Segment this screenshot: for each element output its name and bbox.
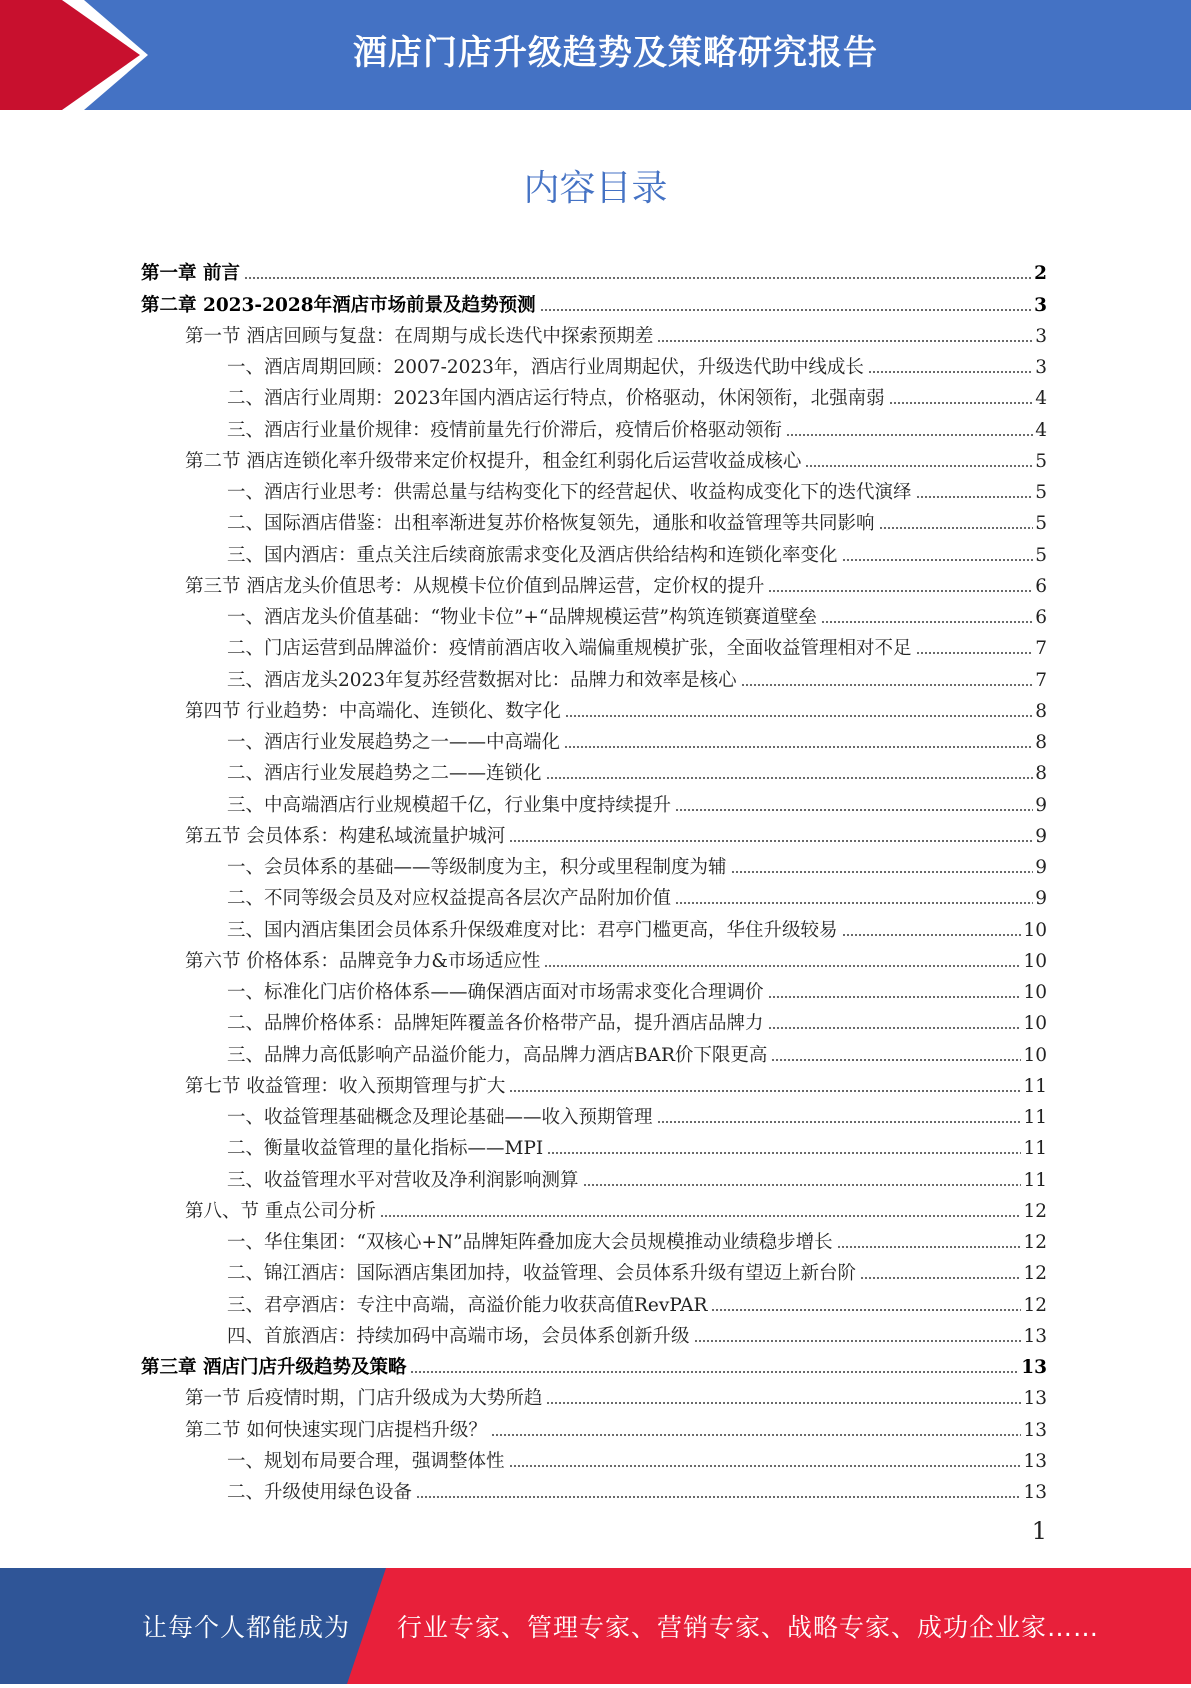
toc-entry[interactable] [141, 598, 1047, 629]
toc-leader-dots [544, 964, 1021, 968]
toc-entry[interactable] [141, 410, 1047, 441]
toc-leader-dots [842, 558, 1034, 562]
toc-leader-dots [509, 1464, 1022, 1468]
toc-entry[interactable] [141, 348, 1047, 379]
toc-leader-dots [768, 589, 1033, 593]
toc-entry[interactable] [141, 910, 1047, 941]
toc-entry-page: 11 [1023, 1107, 1047, 1128]
toc-entry[interactable] [141, 1192, 1047, 1223]
header-banner [0, 0, 1191, 110]
toc-entry[interactable] [141, 473, 1047, 504]
toc-leader-dots [509, 1089, 1021, 1093]
toc-leader-dots [868, 370, 1033, 374]
toc-leader-dots [837, 1245, 1022, 1249]
toc-entry-title: 一、酒店龙头价值基础：“物业卡位”+“品牌规模运营”构筑连锁赛道壁垒 [227, 607, 817, 628]
toc-entry-title: 一、标准化门店价格体系——确保酒店面对市场需求变化合理调价 [227, 982, 764, 1003]
toc-entry[interactable] [141, 1410, 1047, 1441]
toc-entry-title: 一、酒店行业思考：供需总量与结构变化下的经营起伏、收益构成变化下的迭代演绎 [227, 482, 912, 503]
toc-entry[interactable] [141, 1129, 1047, 1160]
toc-entry-page: 3 [1034, 294, 1047, 316]
toc-entry-title: 四、首旅酒店：持续加码中高端市场，会员体系创新升级 [227, 1325, 690, 1347]
toc-entry[interactable] [141, 379, 1047, 410]
toc-entry[interactable] [141, 1067, 1047, 1098]
toc-entry-title: 第三节 酒店龙头价值思考：从规模卡位价值到品牌运营，定价权的提升 [185, 575, 765, 597]
toc-entry-title: 三、中高端酒店行业规模超千亿，行业集中度持续提升 [227, 794, 672, 816]
toc-entry-page: 13 [1023, 1388, 1047, 1410]
toc-leader-dots [860, 1276, 1021, 1280]
toc-entry-title: 第一节 酒店回顾与复盘：在周期与成长迭代中探索预期差 [185, 325, 654, 347]
toc-entry[interactable] [141, 317, 1047, 348]
table-of-contents [141, 254, 1047, 1504]
toc-entry[interactable] [141, 723, 1047, 754]
toc-entry-page: 13 [1023, 1450, 1047, 1472]
toc-entry-page: 11 [1023, 1169, 1047, 1191]
toc-entry-page: 5 [1035, 544, 1047, 566]
toc-entry-page: 12 [1023, 1200, 1047, 1222]
toc-entry-title: 第六节 价格体系：品牌竞争力&市场适应性 [185, 950, 541, 972]
footer-slogan-right: 行业专家、管理专家、营销专家、战略专家、成功企业家…… [397, 1613, 1100, 1642]
toc-entry[interactable] [141, 535, 1047, 566]
toc-entry[interactable] [141, 973, 1047, 1004]
toc-entry[interactable] [141, 504, 1047, 535]
toc-entry-title: 一、规划布局要合理，强调整体性 [227, 1450, 505, 1472]
toc-entry-page: 10 [1023, 950, 1047, 972]
toc-entry-page: 5 [1035, 513, 1047, 535]
toc-entry-title: 二、国际酒店借鉴：出租率渐进复苏价格恢复领先，通胀和收益管理等共同影响 [227, 513, 875, 535]
toc-entry[interactable] [141, 1098, 1047, 1129]
toc-entry[interactable] [141, 1254, 1047, 1285]
toc-entry-page: 7 [1035, 638, 1047, 660]
toc-entry-title: 三、国内酒店：重点关注后续商旅需求变化及酒店供给结构和连锁化率变化 [227, 544, 838, 566]
toc-entry[interactable] [141, 442, 1047, 473]
toc-entry-page: 11 [1023, 1138, 1047, 1160]
toc-leader-dots [244, 276, 1032, 280]
toc-entry-title: 二、酒店行业周期：2023年国内酒店运行特点，价格驱动，休闲领衔，北强南弱 [227, 388, 885, 410]
toc-leader-dots [410, 1370, 1019, 1374]
toc-leader-dots [564, 745, 1033, 749]
toc-leader-dots [694, 1339, 1022, 1343]
toc-leader-dots [805, 464, 1033, 468]
toc-entry[interactable] [141, 1035, 1047, 1066]
toc-entry-page: 4 [1035, 419, 1047, 441]
toc-leader-dots [741, 683, 1034, 687]
toc-entry-page: 10 [1023, 1013, 1047, 1035]
toc-leader-dots [416, 1495, 1021, 1499]
toc-entry[interactable] [141, 848, 1047, 879]
toc-heading: 内容目录 [523, 168, 668, 209]
toc-entry-page: 12 [1023, 1232, 1047, 1253]
toc-entry-title: 一、华住集团：“双核心+N”品牌矩阵叠加庞大会员规模推动业绩稳步增长 [227, 1232, 833, 1253]
toc-leader-dots [786, 433, 1033, 437]
toc-entry-page: 3 [1035, 325, 1047, 347]
toc-entry-title: 二、不同等级会员及对应权益提高各层次产品附加价值 [227, 888, 672, 910]
toc-entry-page: 10 [1023, 1044, 1047, 1066]
toc-entry-page: 9 [1035, 794, 1047, 816]
toc-entry[interactable] [141, 1317, 1047, 1348]
toc-entry-page: 6 [1035, 575, 1047, 597]
toc-entry[interactable] [141, 817, 1047, 848]
toc-entry-page: 10 [1023, 919, 1047, 941]
toc-entry[interactable] [141, 629, 1047, 660]
toc-leader-dots [509, 839, 1033, 843]
toc-leader-dots [768, 1026, 1022, 1030]
toc-entry-page: 8 [1035, 763, 1047, 785]
toc-leader-dots [547, 1151, 1021, 1155]
toc-leader-dots [491, 1433, 1022, 1437]
toc-entry-page: 4 [1035, 388, 1047, 410]
toc-entry-title: 三、酒店龙头2023年复苏经营数据对比：品牌力和效率是核心 [227, 669, 737, 691]
toc-entry[interactable] [141, 692, 1047, 723]
toc-leader-dots [657, 1120, 1022, 1124]
toc-entry[interactable] [141, 785, 1047, 816]
footer-banner [0, 1568, 1191, 1684]
toc-entry[interactable] [141, 567, 1047, 598]
toc-entry[interactable] [141, 754, 1047, 785]
toc-entry-title: 三、收益管理水平对营收及净利润影响测算 [227, 1169, 579, 1191]
toc-entry-title: 第一节 后疫情时期，门店升级成为大势所趋 [185, 1388, 543, 1410]
page-number: 1 [1031, 1517, 1047, 1545]
toc-entry[interactable] [141, 942, 1047, 973]
toc-entry-title: 一、收益管理基础概念及理论基础——收入预期管理 [227, 1107, 653, 1128]
toc-leader-dots [675, 808, 1033, 812]
toc-entry-page: 2 [1034, 263, 1047, 285]
toc-entry-title: 第二节 酒店连锁化率升级带来定价权提升，租金红利弱化后运营收益成核心 [185, 450, 802, 472]
toc-entry-page: 13 [1023, 1419, 1047, 1441]
toc-leader-dots [380, 1214, 1022, 1218]
toc-leader-dots [731, 870, 1034, 874]
toc-entry-title: 三、君亭酒店：专注中高端，高溢价能力收获高值RevPAR [227, 1294, 708, 1316]
toc-entry[interactable] [141, 254, 1047, 285]
toc-entry-title: 第一章 前言 [141, 263, 240, 285]
toc-entry[interactable] [141, 1285, 1047, 1316]
toc-leader-dots [546, 776, 1034, 780]
toc-leader-dots [675, 901, 1033, 905]
toc-entry[interactable] [141, 879, 1047, 910]
toc-entry[interactable] [141, 1160, 1047, 1191]
toc-leader-dots [657, 339, 1033, 343]
toc-leader-dots [821, 620, 1033, 624]
toc-entry[interactable] [141, 1004, 1047, 1035]
toc-entry-title: 二、升级使用绿色设备 [227, 1482, 413, 1503]
toc-entry-page: 6 [1035, 607, 1047, 628]
toc-entry-page: 13 [1021, 1357, 1047, 1378]
toc-entry-title: 第二节 如何快速实现门店提档升级？ [185, 1419, 487, 1441]
toc-entry-title: 二、门店运营到品牌溢价：疫情前酒店收入端偏重规模扩张，全面收益管理相对不足 [227, 638, 912, 660]
toc-entry[interactable] [141, 1223, 1047, 1254]
toc-entry-title: 一、酒店行业发展趋势之一——中高端化 [227, 732, 561, 753]
toc-entry-title: 三、国内酒店集团会员体系升保级难度对比：君亭门槛更高，华住升级较易 [227, 919, 838, 941]
toc-entry[interactable] [141, 660, 1047, 691]
toc-entry-page: 13 [1023, 1325, 1047, 1347]
toc-entry-page: 9 [1035, 825, 1047, 847]
toc-entry[interactable] [141, 1348, 1047, 1379]
toc-entry-page: 5 [1035, 450, 1047, 472]
toc-entry-page: 9 [1035, 888, 1047, 910]
toc-entry-page: 3 [1035, 357, 1047, 378]
toc-leader-dots [711, 1308, 1021, 1312]
toc-leader-dots [546, 1401, 1021, 1405]
toc-entry-title: 一、会员体系的基础——等级制度为主，积分或里程制度为辅 [227, 857, 727, 878]
report-title: 酒店门店升级趋势及策略研究报告 [353, 33, 878, 73]
toc-entry-page: 10 [1023, 982, 1047, 1003]
toc-entry-title: 一、酒店周期回顾：2007-2023年，酒店行业周期起伏，升级迭代助中线成长 [227, 357, 864, 378]
toc-entry-title: 二、品牌价格体系：品牌矩阵覆盖各价格带产品，提升酒店品牌力 [227, 1013, 764, 1035]
toc-entry-page: 9 [1035, 857, 1047, 878]
toc-entry-title: 二、锦江酒店：国际酒店集团加持，收益管理、会员体系升级有望迈上新台阶 [227, 1263, 857, 1285]
toc-entry[interactable] [141, 1473, 1047, 1504]
toc-leader-dots [771, 1058, 1021, 1062]
toc-entry-page: 13 [1023, 1482, 1047, 1503]
toc-entry[interactable] [141, 1442, 1047, 1473]
toc-leader-dots [565, 714, 1033, 718]
toc-entry-title: 第七节 收益管理：收入预期管理与扩大 [185, 1075, 506, 1097]
toc-entry-title: 二、衡量收益管理的量化指标——MPI [227, 1138, 544, 1160]
toc-leader-dots [583, 1183, 1022, 1187]
toc-entry-title: 三、酒店行业量价规律：疫情前量先行价滞后，疫情后价格驱动领衔 [227, 419, 783, 441]
toc-leader-dots [540, 308, 1033, 312]
toc-leader-dots [768, 995, 1022, 999]
toc-entry-page: 8 [1035, 732, 1047, 753]
toc-entry-page: 8 [1035, 700, 1047, 722]
toc-entry-title: 第五节 会员体系：构建私域流量护城河 [185, 825, 506, 847]
toc-leader-dots [879, 526, 1034, 530]
toc-entry[interactable] [141, 285, 1047, 316]
toc-entry-page: 7 [1035, 669, 1047, 691]
toc-entry-title: 第八、节 重点公司分析 [185, 1200, 376, 1222]
toc-entry-title: 第四节 行业趋势：中高端化、连锁化、数字化 [185, 700, 561, 722]
toc-entry-title: 第二章 2023-2028年酒店市场前景及趋势预测 [141, 294, 536, 316]
toc-entry-page: 5 [1035, 482, 1047, 503]
footer-slogan-left: 让每个人都能成为 [142, 1613, 351, 1642]
toc-entry[interactable] [141, 1379, 1047, 1410]
toc-entry-title: 二、酒店行业发展趋势之二——连锁化 [227, 763, 542, 785]
toc-entry-page: 12 [1023, 1263, 1047, 1285]
toc-entry-page: 11 [1023, 1075, 1047, 1097]
toc-leader-dots [916, 651, 1034, 655]
toc-leader-dots [916, 495, 1034, 499]
toc-leader-dots [842, 933, 1022, 937]
toc-entry-title: 三、品牌力高低影响产品溢价能力，高品牌力酒店BAR价下限更高 [227, 1044, 768, 1066]
toc-entry-page: 12 [1023, 1294, 1047, 1316]
toc-entry-title: 第三章 酒店门店升级趋势及策略 [141, 1357, 407, 1378]
toc-leader-dots [889, 401, 1034, 405]
